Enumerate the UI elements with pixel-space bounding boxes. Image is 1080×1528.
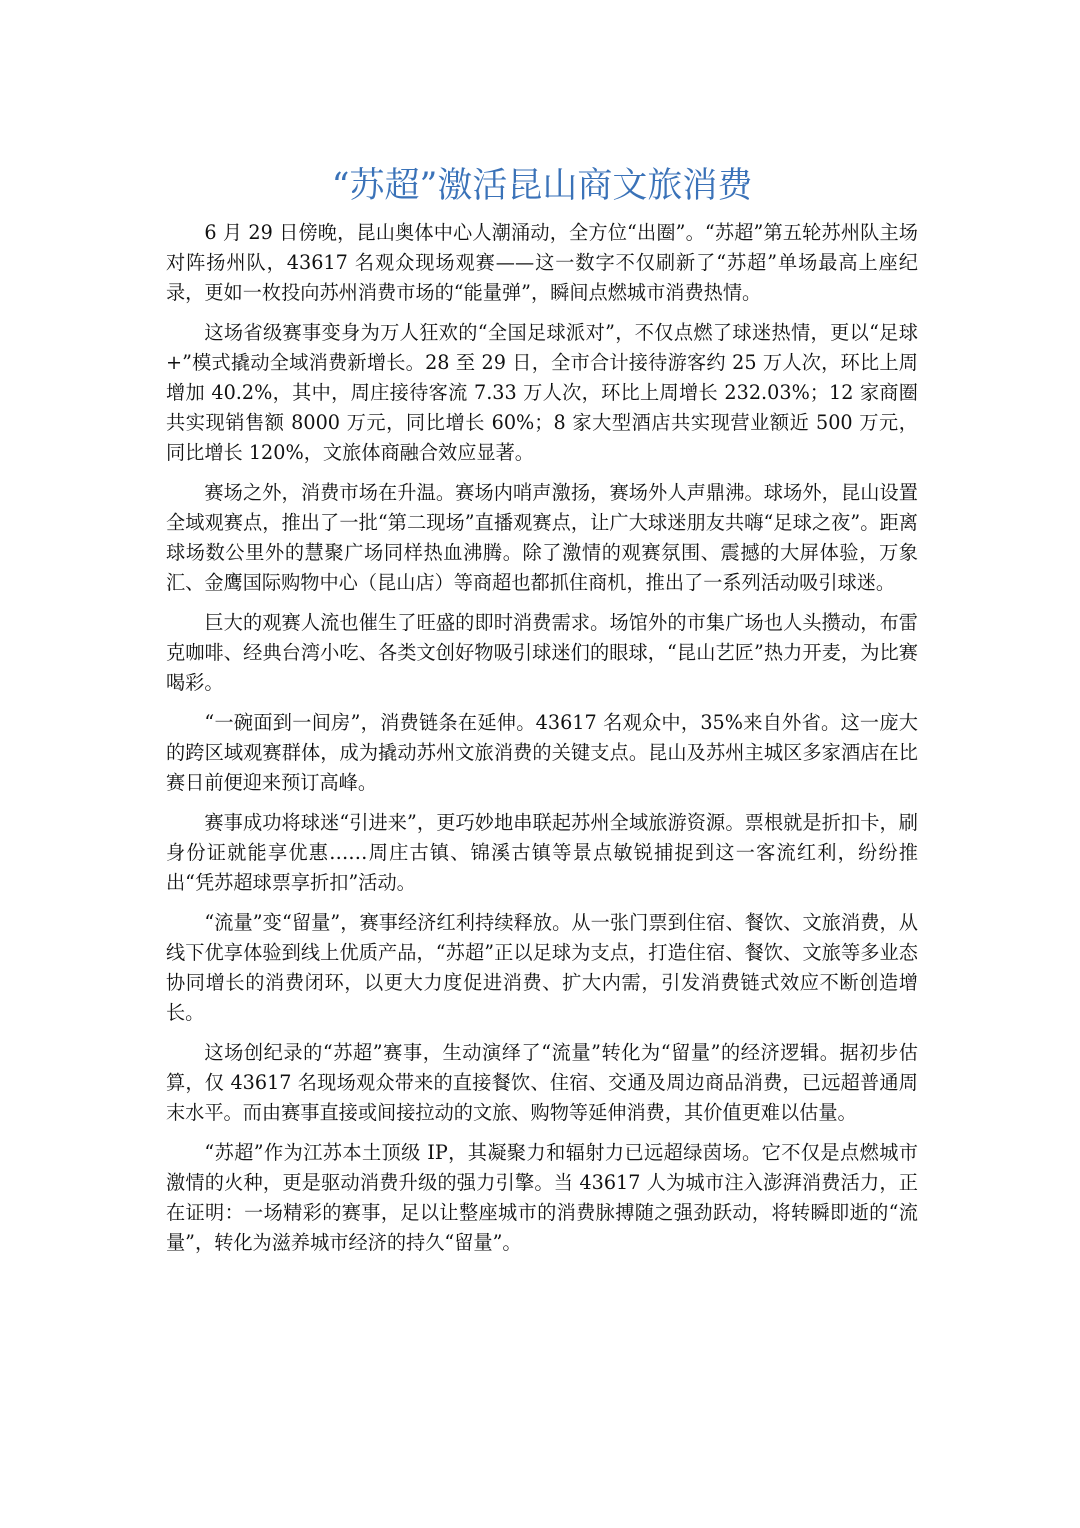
article-paragraph: 赛事成功将球迷“引进来”，更巧妙地串联起苏州全域旅游资源。票根就是折扣卡，刷身份证就能享优惠……周庄古镇、锦溪古镇等景点敏锐捕捉到这一客流红利，纷纷推出“凭苏超球票享折扣”活动。 <box>166 811 918 894</box>
article-paragraph: 这场省级赛事变身为万人狂欢的“全国足球派对”，不仅点燃了球迷热情，更以“足球+”模式撬动全域消费新增长。28 至 29 日，全市合计接待游客约 25 万人次，环比上周增加 40.2%，其中，周庄接待客流 7.33 万人次，环比上周增长 232.03%；12 家商圈共实现销售额 8000 万元，同比增长 60%；8 家大型酒店共实现营业额近 500 万元，同比增长 120%，文旅体商融合效应显著。 <box>166 321 918 464</box>
article-paragraph: “流量”变“留量”，赛事经济红利持续释放。从一张门票到住宿、餐饮、文旅消费，从线下优享体验到线上优质产品，“苏超”正以足球为支点，打造住宿、餐饮、文旅等多业态协同增长的消费闭环，以更大力度促进消费、扩大内需，引发消费链式效应不断创造增长。 <box>166 911 918 1024</box>
article-paragraph: 巨大的观赛人流也催生了旺盛的即时消费需求。场馆外的市集广场也人头攒动，布雷克咖啡、经典台湾小吃、各类文创好物吸引球迷们的眼球，“昆山艺匠”热力开麦，为比赛喝彩。 <box>166 611 918 694</box>
article-paragraph: “苏超”作为江苏本土顶级 IP，其凝聚力和辐射力已远超绿茵场。它不仅是点燃城市激情的火种，更是驱动消费升级的强力引擎。当 43617 人为城市注入澎湃消费活力，正在证明：一场精彩的赛事，足以让整座城市的消费脉搏随之强劲跃动，将转瞬即逝的“流量”，转化为滋养城市经济的持久“留量”。 <box>166 1141 918 1254</box>
article-paragraph: “一碗面到一间房”，消费链条在延伸。43617 名观众中，35%来自外省。这一庞大的跨区域观赛群体，成为撬动苏州文旅消费的关键支点。昆山及苏州主城区多家酒店在比赛日前便迎来预订高峰。 <box>166 711 918 794</box>
document-page <box>166 158 918 1268</box>
article-paragraph: 赛场之外，消费市场在升温。赛场内哨声激扬，赛场外人声鼎沸。球场外，昆山设置全域观赛点，推出了一批“第二现场”直播观赛点，让广大球迷朋友共嗨“足球之夜”。距离球场数公里外的慧聚广场同样热血沸腾。除了激情的观赛氛围、震撼的大屏体验，万象汇、金鹰国际购物中心（昆山店）等商超也都抓住商机，推出了一系列活动吸引球迷。 <box>166 481 918 594</box>
article-title: “苏超”激活昆山商文旅消费 <box>331 166 753 206</box>
article-paragraph: 6 月 29 日傍晚，昆山奥体中心人潮涌动，全方位“出圈”。“苏超”第五轮苏州队主场对阵扬州队，43617 名观众现场观赛——这一数字不仅刷新了“苏超”单场最高上座纪录，更如一枚投向苏州消费市场的“能量弹”，瞬间点燃城市消费热情。 <box>166 221 918 304</box>
article-paragraph: 这场创纪录的“苏超”赛事，生动演绎了“流量”转化为“留量”的经济逻辑。据初步估算，仅 43617 名现场观众带来的直接餐饮、住宿、交通及周边商品消费，已远超普通周末水平。而由赛事直接或间接拉动的文旅、购物等延伸消费，其价值更难以估量。 <box>166 1041 918 1124</box>
